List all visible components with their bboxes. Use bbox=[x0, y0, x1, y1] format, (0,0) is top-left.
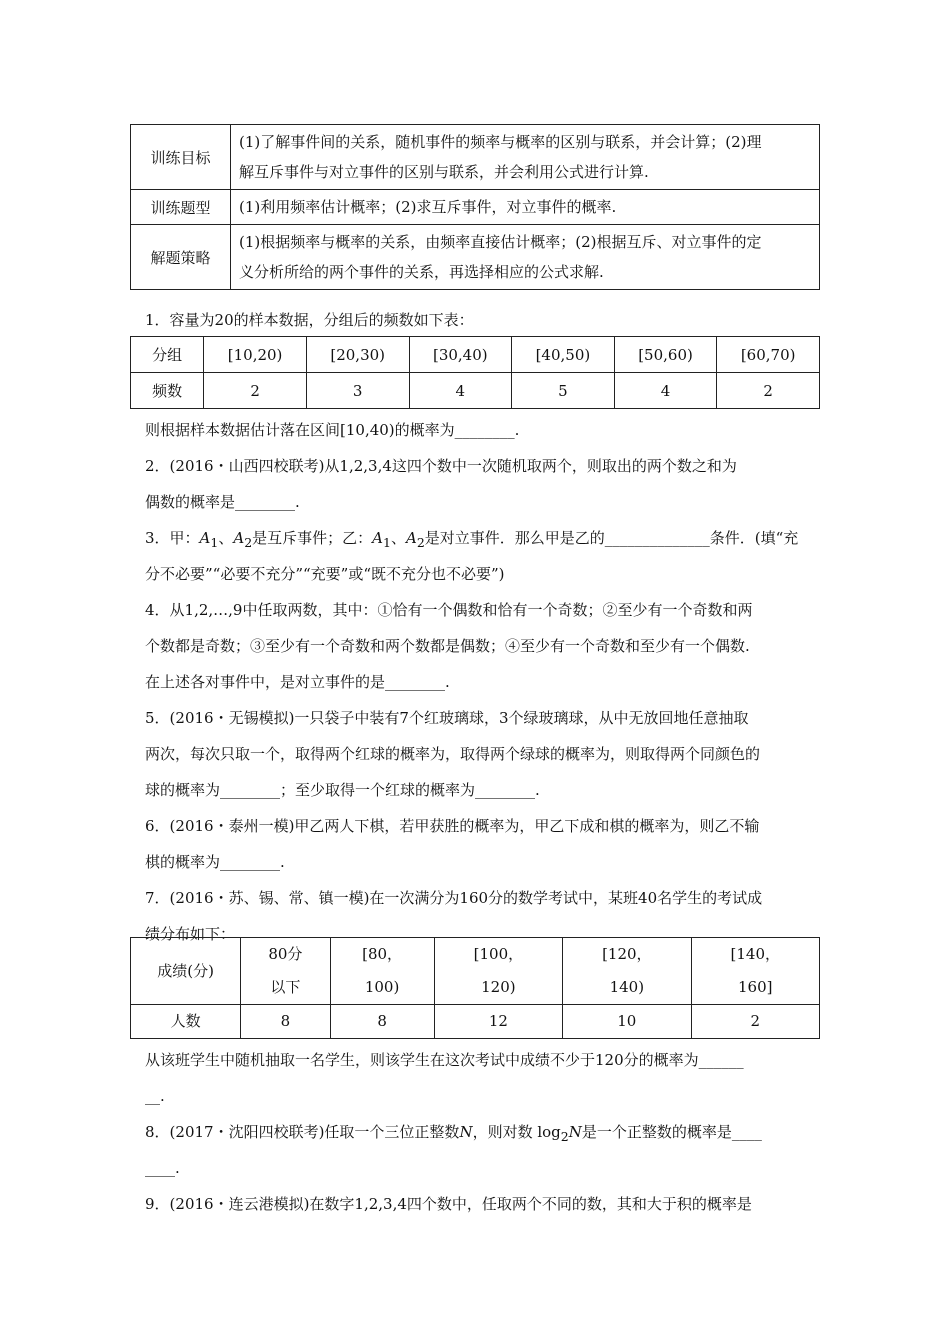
table-cell: [60,70) bbox=[717, 337, 820, 373]
question-6-line: 6．(2016・泰州一模)甲乙两人下棋，若甲获胜的概率为，甲乙下成和棋的概率为，则乙不输 bbox=[145, 817, 760, 835]
table-cell bbox=[691, 938, 819, 1005]
question-7-line: __. bbox=[145, 1087, 165, 1105]
math-var: N bbox=[568, 1123, 582, 1141]
table-cell bbox=[563, 938, 691, 1005]
table-cell bbox=[434, 938, 562, 1005]
table-row bbox=[131, 373, 820, 409]
question-9-line: 9．(2016・连云港模拟)在数字1,2,3,4四个数中，任取两个不同的数，其和大于积的概率是 bbox=[145, 1195, 752, 1213]
table-row bbox=[131, 190, 820, 225]
table-value-cell bbox=[231, 190, 820, 225]
question-5-line: 两次，每次只取一个，取得两个红球的概率为，取得两个绿球的概率为，则取得两个同颜色的 bbox=[145, 745, 761, 763]
cell-line: 80分 bbox=[268, 945, 303, 963]
question-5-line: 球的概率为________；至少取得一个红球的概率为________. bbox=[145, 781, 540, 799]
cell-line: 以下 bbox=[270, 978, 301, 996]
math-sub: 2 bbox=[244, 535, 253, 550]
cell-line: (1)根据频率与概率的关系，由频率直接估计概率；(2)根据互斥、对立事件的定 bbox=[239, 233, 762, 251]
question-3-line bbox=[145, 520, 825, 561]
table-key-cell: 训练目标 bbox=[131, 125, 231, 190]
question-8-line: ____. bbox=[145, 1159, 180, 1177]
text-span: 是互斥事件；乙： bbox=[252, 529, 373, 547]
cell-line: [140， bbox=[730, 945, 780, 963]
question-5-line: 5．(2016・无锡模拟)一只袋子中装有7个红玻璃球，3个绿玻璃球，从中无放回地任意抽取 bbox=[145, 709, 749, 727]
math-var: A bbox=[405, 529, 417, 547]
table-cell: 2 bbox=[717, 373, 820, 409]
table-row bbox=[131, 938, 820, 1005]
math-var: A bbox=[372, 529, 384, 547]
math-var: A bbox=[199, 529, 211, 547]
table-cell: 2 bbox=[691, 1005, 819, 1039]
table-row bbox=[131, 1005, 820, 1039]
text-span: 3．甲： bbox=[145, 529, 200, 547]
table-cell: 10 bbox=[563, 1005, 691, 1039]
question-6-line: 棋的概率为________. bbox=[145, 853, 285, 871]
cell-line: 160] bbox=[738, 978, 773, 996]
math-var: A bbox=[233, 529, 245, 547]
text-span: 、 bbox=[390, 529, 406, 547]
table-row bbox=[131, 225, 820, 290]
math-sub: 1 bbox=[383, 535, 391, 550]
table-value-cell bbox=[231, 125, 820, 190]
table-cell: 2 bbox=[204, 373, 307, 409]
text-span: ，则对数 log bbox=[472, 1123, 561, 1141]
table-cell: 频数 bbox=[131, 373, 204, 409]
math-var: N bbox=[459, 1123, 473, 1141]
question-2-line: 偶数的概率是________. bbox=[145, 493, 300, 511]
table-key-cell: 解题策略 bbox=[131, 225, 231, 290]
table-row bbox=[131, 337, 820, 373]
question-7-line: 从该班学生中随机抽取一名学生，则该学生在这次考试中成绩不少于120分的概率为______ bbox=[145, 1051, 744, 1069]
cell-line: [100， bbox=[473, 945, 524, 963]
cell-line: [80， bbox=[362, 945, 403, 963]
question-4-line: 在上述各对事件中，是对立事件的是________. bbox=[145, 673, 450, 691]
text-span: 是对立事件．那么甲是乙的______________条件．(填“充 bbox=[424, 529, 799, 547]
text-span: 8．(2017・沈阳四校联考)任取一个三位正整数 bbox=[145, 1123, 460, 1141]
table-cell: [50,60) bbox=[614, 337, 717, 373]
math-sub: 2 bbox=[416, 535, 425, 550]
question-2-line: 2．(2016・山西四校联考)从1,2,3,4这四个数中一次随机取两个，则取出的两个数之和为 bbox=[145, 457, 737, 475]
table-cell: 12 bbox=[434, 1005, 562, 1039]
table-cell: [40,50) bbox=[512, 337, 615, 373]
table-cell: 5 bbox=[512, 373, 615, 409]
table-cell: [20,30) bbox=[306, 337, 409, 373]
cell-line: (1)了解事件间的关系，随机事件的频率与概率的区别与联系，并会计算；(2)理 bbox=[239, 133, 762, 151]
question-7-line: 绩分布如下： bbox=[145, 925, 236, 943]
score-distribution-table bbox=[130, 937, 820, 1039]
cell-line: 140) bbox=[609, 978, 645, 996]
math-sub: 1 bbox=[210, 535, 219, 550]
table-cell: 4 bbox=[409, 373, 512, 409]
table-cell: 8 bbox=[241, 1005, 330, 1039]
table-cell: 人数 bbox=[131, 1005, 241, 1039]
question-1-intro: 1．容量为20的样本数据，分组后的频数如下表： bbox=[145, 311, 474, 329]
question-4-line: 4．从1,2,…,9中任取两数，其中：①恰有一个偶数和恰有一个奇数；②至少有一个奇数和两 bbox=[145, 601, 753, 619]
table-cell: [30,40) bbox=[409, 337, 512, 373]
question-8-line bbox=[145, 1114, 825, 1155]
table-cell: [10,20) bbox=[204, 337, 307, 373]
table-cell: 4 bbox=[614, 373, 717, 409]
question-7-line: 7．(2016・苏、锡、常、镇一模)在一次满分为160分的数学考试中，某班40名学生的考试成 bbox=[145, 889, 763, 907]
table-key-cell: 训练题型 bbox=[131, 190, 231, 225]
table-cell bbox=[241, 938, 330, 1005]
table-row bbox=[131, 125, 820, 190]
table-cell: 分组 bbox=[131, 337, 204, 373]
frequency-table bbox=[130, 336, 820, 409]
text-span: 、 bbox=[218, 529, 234, 547]
question-3-line: 分不必要”“必要不充分”“充要”或“既不充分也不必要”) bbox=[145, 565, 505, 583]
table-cell: 3 bbox=[306, 373, 409, 409]
table-cell bbox=[131, 938, 241, 1005]
cell-line: 义分析所给的两个事件的关系，再选择相应的公式求解. bbox=[239, 263, 604, 281]
table-value-cell bbox=[231, 225, 820, 290]
table-cell bbox=[330, 938, 434, 1005]
cell-line: (1)利用频率估计概率；(2)求互斥事件，对立事件的概率. bbox=[239, 198, 617, 216]
cell-line: [120， bbox=[602, 945, 652, 963]
table-cell: 8 bbox=[330, 1005, 434, 1039]
question-1-text: 则根据样本数据估计落在区间[10,40)的概率为________. bbox=[145, 421, 520, 439]
math-sub: 2 bbox=[560, 1129, 569, 1144]
text-span: 是一个正整数的概率是____ bbox=[581, 1123, 762, 1141]
cell-line: 解互斥事件与对立事件的区别与联系，并会利用公式进行计算. bbox=[239, 163, 649, 181]
cell-line: 成绩(分) bbox=[157, 961, 214, 980]
question-4-line: 个数都是奇数；③至少有一个奇数和两个数都是偶数；④至少有一个奇数和至少有一个偶数. bbox=[145, 637, 750, 655]
training-info-table bbox=[130, 124, 820, 290]
cell-line: 100) bbox=[364, 978, 400, 996]
cell-line: 120) bbox=[481, 978, 516, 996]
